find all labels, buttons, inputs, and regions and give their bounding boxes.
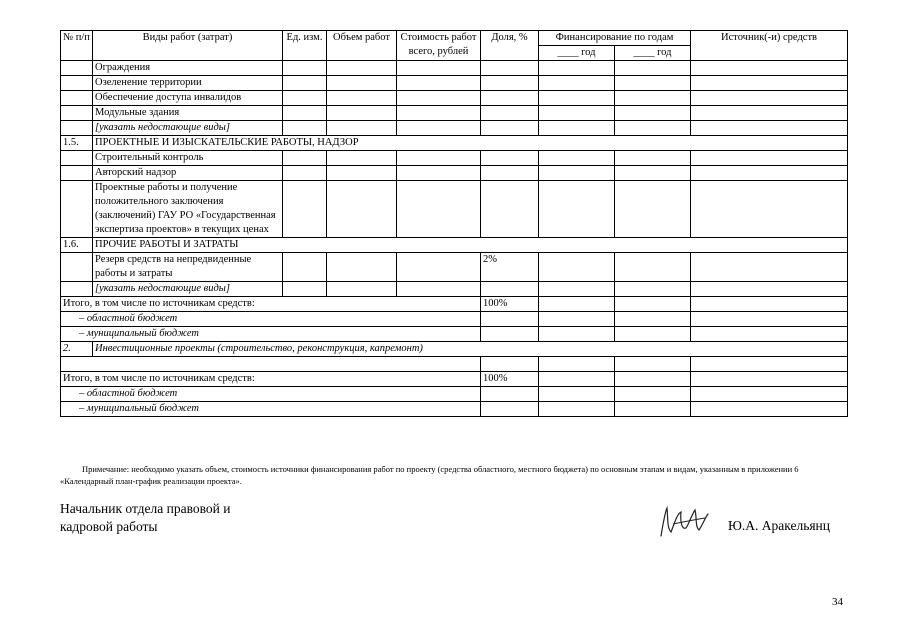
table-row — [61, 76, 848, 91]
total-label: Итого, в том числе по источникам средств: — [61, 297, 481, 312]
header-source: Источник(-и) средств — [691, 31, 848, 61]
row-label: Резерв средств на непредвиденные работы и затраты — [93, 253, 283, 282]
share-value: 2% — [481, 253, 539, 282]
row-label: Авторский надзор — [93, 166, 283, 181]
header-unit: Ед. изм. — [283, 31, 327, 61]
table-header-row — [61, 31, 848, 46]
section-number: 1.6. — [61, 238, 93, 253]
header-financing: Финансирование по годам — [539, 31, 691, 46]
table-row — [61, 151, 848, 166]
row-label: Озеленение территории — [93, 76, 283, 91]
page-number: 34 — [832, 596, 843, 608]
footnote: Примечание: необходимо указать объем, стоимость источники финансирования работ по проекту (средства областного, местного бюджета) по основным этапам и видам, указанным в приложении 6 «Календарный план-график реализации проекта». — [60, 464, 799, 486]
table-row — [61, 91, 848, 106]
total-share: 100% — [481, 297, 539, 312]
header-share: Доля, % — [481, 31, 539, 61]
blank-row — [61, 357, 848, 372]
header-year-1: ____ год — [539, 46, 615, 61]
total-source-row — [61, 312, 848, 327]
row-label: Строительный контроль — [93, 151, 283, 166]
total-label: Итого, в том числе по источникам средств: — [61, 372, 481, 387]
source-municipal: – муниципальный бюджет — [61, 327, 481, 342]
table-row — [61, 61, 848, 76]
total-source-row — [61, 327, 848, 342]
total-row — [61, 372, 848, 387]
total-source-row — [61, 402, 848, 417]
table-row — [61, 253, 848, 282]
row-label: Ограждения — [93, 61, 283, 76]
table-row — [61, 166, 848, 181]
row-label-placeholder: [указать недостающие виды] — [93, 121, 283, 136]
table-row — [61, 282, 848, 297]
table-row — [61, 121, 848, 136]
source-regional: – областной бюджет — [61, 387, 481, 402]
section-title: ПРОЧИЕ РАБОТЫ И ЗАТРАТЫ — [93, 238, 848, 253]
table-row — [61, 106, 848, 121]
section-row — [61, 136, 848, 151]
row-label: Проектные работы и получение положительного заключения (заключений) ГАУ РО «Государственная экспертиза проектов» в текущих ценах — [93, 181, 283, 238]
signer-name: Ю.А. Аракельянц — [728, 518, 831, 533]
table-row — [61, 181, 848, 238]
total-source-row — [61, 387, 848, 402]
signer-position-line-1: Начальник отдела правовой и — [60, 501, 231, 516]
row-label: Модульные здания — [93, 106, 283, 121]
total-row — [61, 297, 848, 312]
header-num: № п/п — [61, 31, 93, 61]
source-municipal: – муниципальный бюджет — [61, 402, 481, 417]
section-title: Инвестиционные проекты (строительство, реконструкция, капремонт) — [93, 342, 848, 357]
row-label: Обеспечение доступа инвалидов — [93, 91, 283, 106]
work-cost-table — [60, 30, 848, 417]
row-label-placeholder: [указать недостающие виды] — [93, 282, 283, 297]
section-title: ПРОЕКТНЫЕ И ИЗЫСКАТЕЛЬСКИЕ РАБОТЫ, НАДЗОР — [93, 136, 848, 151]
signer-position — [60, 500, 231, 536]
header-cost: Стоимость работ всего, рублей — [397, 31, 481, 61]
section-number: 2. — [61, 342, 93, 357]
header-work-type: Виды работ (затрат) — [93, 31, 283, 61]
header-volume: Объем работ — [327, 31, 397, 61]
total-share: 100% — [481, 372, 539, 387]
source-regional: – областной бюджет — [61, 312, 481, 327]
handwritten-signature — [655, 502, 713, 542]
section-number: 1.5. — [61, 136, 93, 151]
header-year-2: ____ год — [615, 46, 691, 61]
signer-position-line-2: кадровой работы — [60, 519, 158, 534]
section-row — [61, 342, 848, 357]
section-row — [61, 238, 848, 253]
